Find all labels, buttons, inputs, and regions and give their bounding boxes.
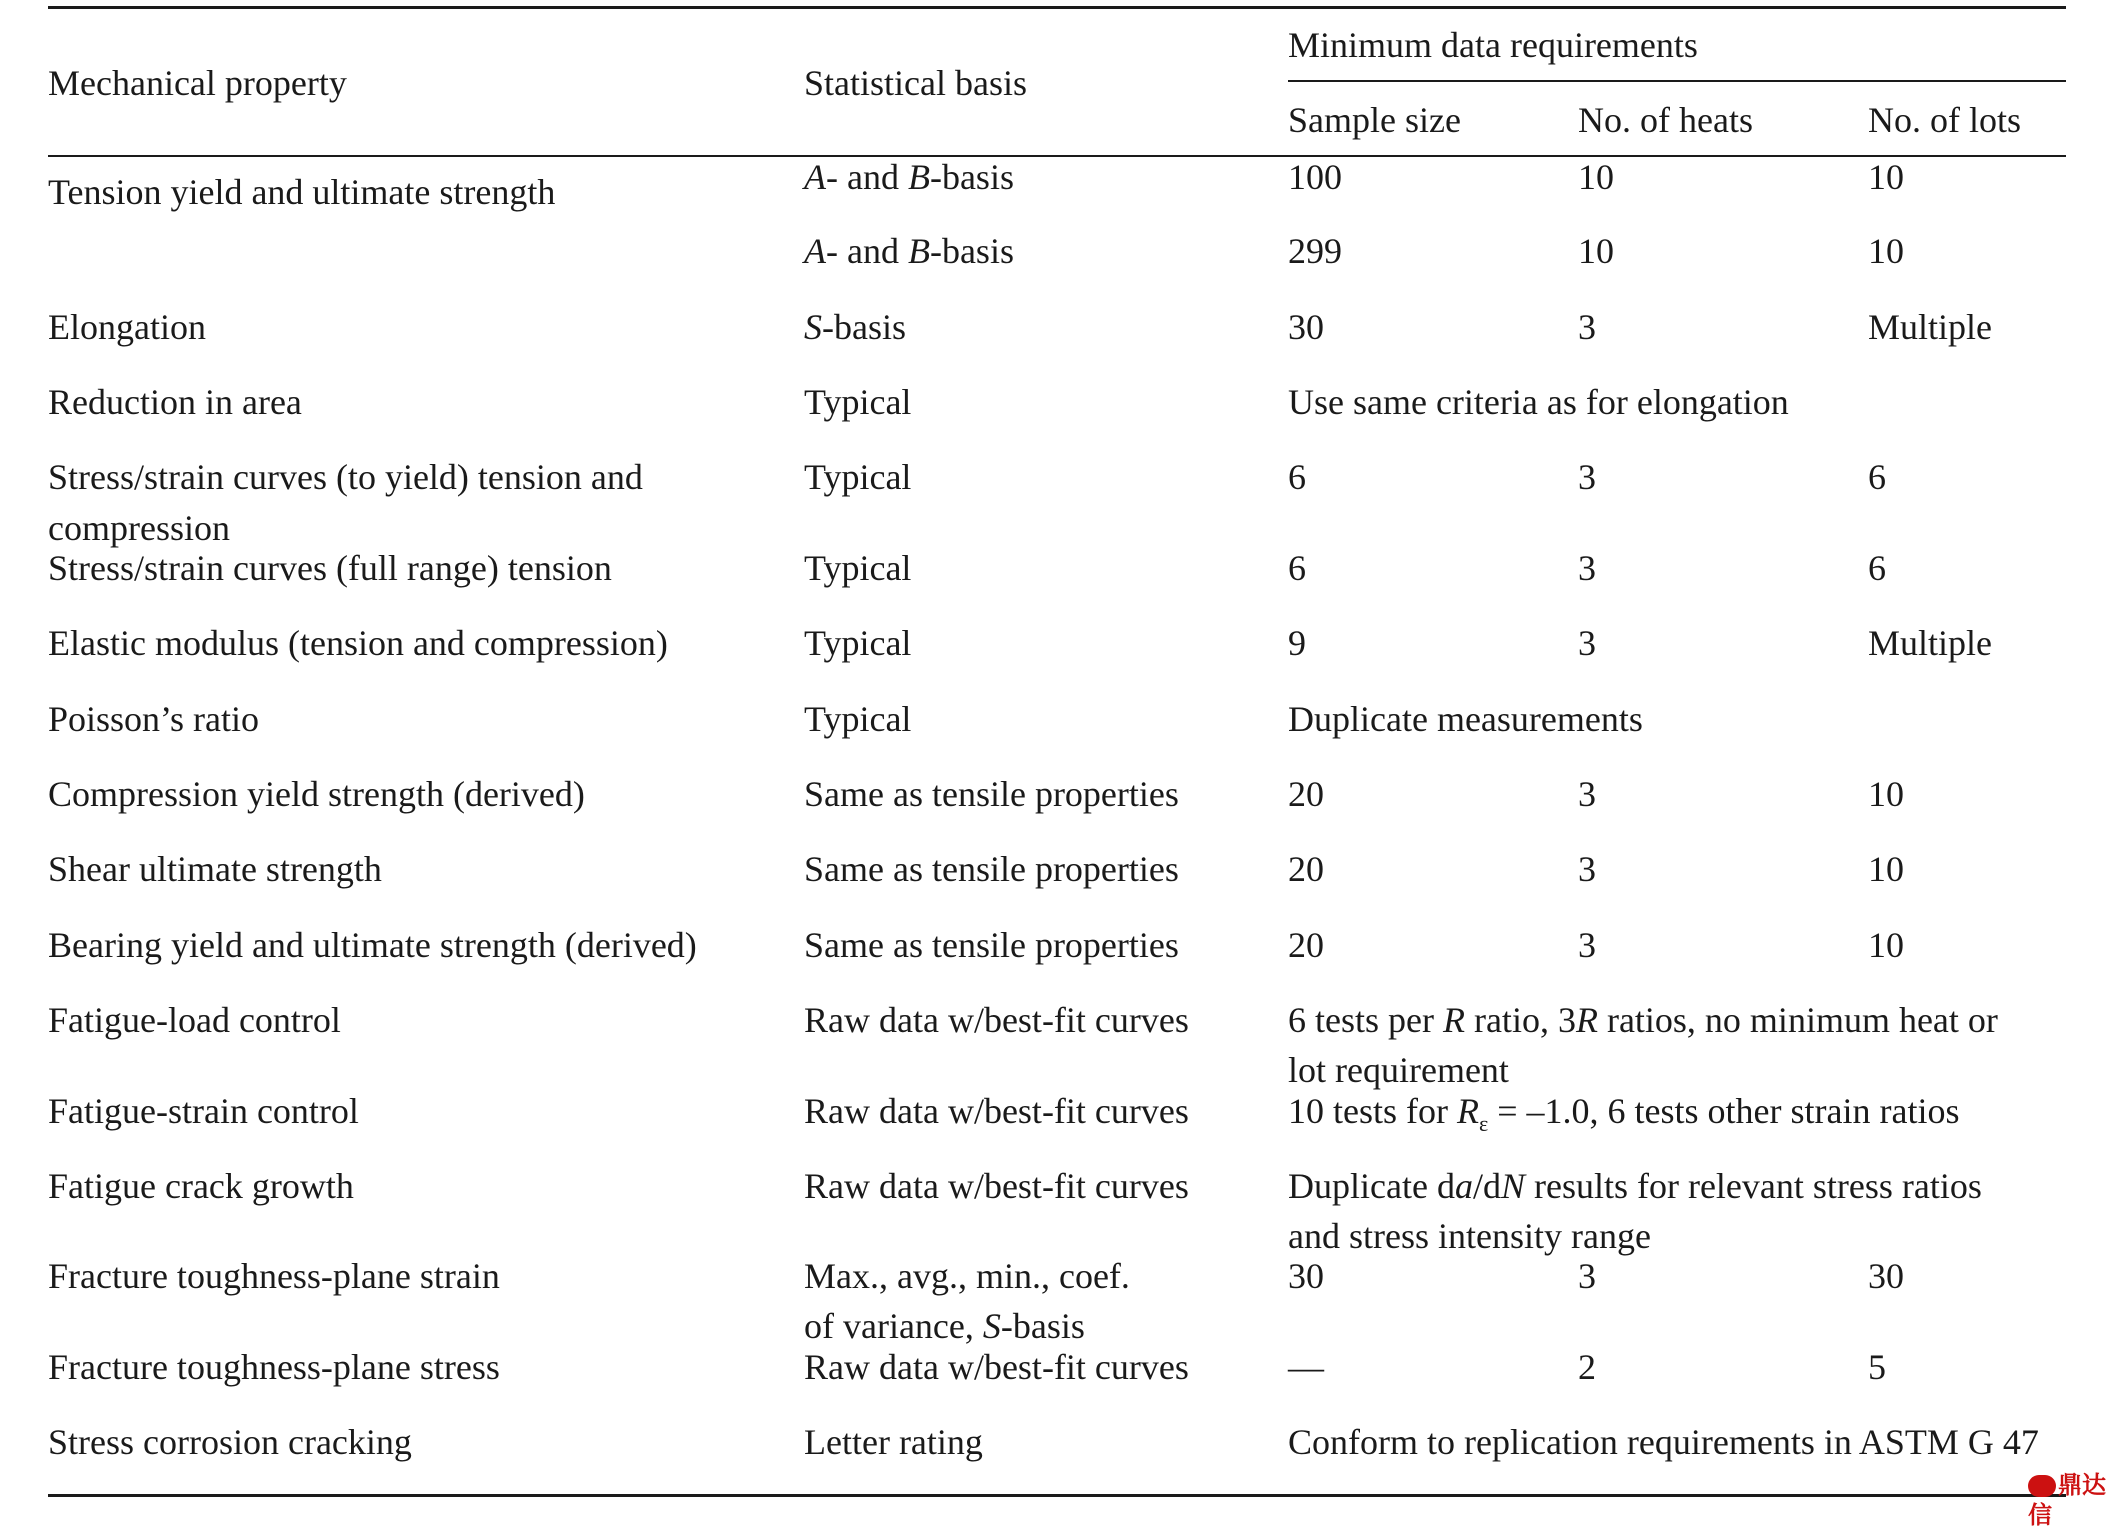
row-basis: Raw data w/best-fit curves	[804, 1000, 1189, 1040]
row-spanning-requirement	[1288, 1086, 1959, 1136]
row-lots: 10	[1868, 925, 1904, 965]
row-heats: 10	[1578, 231, 1614, 271]
span-text: /d	[1472, 1166, 1501, 1206]
row-basis: Typical	[804, 548, 912, 588]
row-property: Elastic modulus (tension and compression)	[48, 623, 668, 663]
watermark-text: 鼎达信	[2028, 1471, 2106, 1529]
row-spanning-requirement	[1288, 995, 1998, 1045]
row-lots: 10	[1868, 231, 1904, 271]
row-property: Fatigue-load control	[48, 1000, 341, 1040]
row-lots: 6	[1868, 457, 1886, 497]
row-heats: 3	[1578, 457, 1596, 497]
row-property: Poisson’s ratio	[48, 699, 260, 739]
row-property: Fatigue crack growth	[48, 1166, 354, 1206]
top-rule	[48, 6, 2066, 9]
row-lots: Multiple	[1868, 307, 1992, 347]
row-sample-size: 299	[1288, 231, 1342, 271]
row-lots: 6	[1868, 548, 1886, 588]
span-text: ratio, 3	[1464, 1000, 1576, 1040]
row-heats: 3	[1578, 307, 1596, 347]
row-basis: Same as tensile properties	[804, 774, 1179, 814]
row-basis: Typical	[804, 623, 912, 663]
row-sample-size: 20	[1288, 849, 1324, 889]
row-spanning-requirement	[1288, 1161, 1982, 1211]
basis-italic: B	[907, 157, 930, 197]
row-basis: Same as tensile properties	[804, 849, 1179, 889]
row-basis: Typical	[804, 699, 912, 739]
row-property: Stress corrosion cracking	[48, 1422, 412, 1462]
row-property-line2: compression	[48, 508, 230, 548]
basis-text: -basis	[929, 231, 1014, 271]
row-property: Shear ultimate strength	[48, 849, 382, 889]
span-text: ratios, no minimum heat or	[1597, 1000, 1998, 1040]
basis-text: -basis	[1000, 1306, 1085, 1346]
basis-italic: B	[907, 231, 930, 271]
span-text: results for relevant stress ratios	[1524, 1166, 1982, 1206]
row-property: Compression yield strength (derived)	[48, 774, 585, 814]
row-spanning-requirement: Use same criteria as for elongation	[1288, 382, 1789, 422]
row-property: Tension yield and ultimate strength	[48, 172, 556, 212]
basis-text: - and	[826, 157, 908, 197]
row-property: Bearing yield and ultimate strength (derived)	[48, 925, 697, 965]
span-italic: a	[1454, 1166, 1473, 1206]
row-property: Fatigue-strain control	[48, 1091, 359, 1131]
row-sample-size: 20	[1288, 774, 1324, 814]
header-rule	[48, 155, 2066, 157]
row-heats: 3	[1578, 774, 1596, 814]
row-lots: 10	[1868, 849, 1904, 889]
row-basis: Letter rating	[804, 1422, 983, 1462]
group-rule	[1288, 80, 2066, 82]
row-basis	[804, 152, 1014, 202]
basis-italic: A	[804, 231, 826, 271]
row-sample-size: 6	[1288, 457, 1306, 497]
span-italic: R	[1456, 1091, 1479, 1131]
row-sample-size: 9	[1288, 623, 1306, 663]
row-heats: 3	[1578, 548, 1596, 588]
row-sample-size: 30	[1288, 307, 1324, 347]
row-property: Stress/strain curves (to yield) tension and	[48, 457, 643, 497]
span-text: Duplicate d	[1288, 1166, 1455, 1206]
header-minimum-data-requirements: Minimum data requirements	[1288, 25, 1698, 65]
row-basis: Raw data w/best-fit curves	[804, 1166, 1189, 1206]
row-basis: Typical	[804, 382, 912, 422]
bottom-rule	[48, 1494, 2066, 1497]
row-property: Fracture toughness-plane strain	[48, 1256, 500, 1296]
row-heats: 3	[1578, 849, 1596, 889]
basis-italic: S	[804, 307, 822, 347]
row-heats: 3	[1578, 623, 1596, 663]
row-lots: 10	[1868, 157, 1904, 197]
row-basis: Max., avg., min., coef.	[804, 1256, 1130, 1296]
header-no-of-heats: No. of heats	[1578, 100, 1753, 140]
row-basis: Raw data w/best-fit curves	[804, 1347, 1189, 1387]
row-spanning-requirement-line2: lot requirement	[1288, 1050, 1509, 1090]
basis-text: of variance,	[804, 1306, 983, 1346]
header-mechanical-property: Mechanical property	[48, 63, 347, 103]
basis-text: - and	[826, 231, 908, 271]
row-basis: Raw data w/best-fit curves	[804, 1091, 1189, 1131]
watermark	[2028, 1470, 2123, 1530]
row-lots: Multiple	[1868, 623, 1992, 663]
basis-text: -basis	[929, 157, 1014, 197]
span-text: = –1.0, 6 tests other strain ratios	[1488, 1091, 1960, 1131]
span-text: 10 tests for	[1288, 1091, 1457, 1131]
span-text: 6 tests per	[1288, 1000, 1443, 1040]
row-lots: 5	[1868, 1347, 1886, 1387]
row-sample-size: 20	[1288, 925, 1324, 965]
row-heats: 2	[1578, 1347, 1596, 1387]
header-statistical-basis: Statistical basis	[804, 63, 1027, 103]
watermark-logo-icon	[2028, 1475, 2056, 1497]
row-lots: 30	[1868, 1256, 1904, 1296]
basis-italic: S	[982, 1306, 1001, 1346]
row-property: Fracture toughness-plane stress	[48, 1347, 500, 1387]
row-property: Reduction in area	[48, 382, 302, 422]
row-basis	[804, 302, 906, 352]
row-sample-size: 100	[1288, 157, 1342, 197]
row-sample-size: 30	[1288, 1256, 1324, 1296]
row-spanning-requirement-line2: and stress intensity range	[1288, 1216, 1651, 1256]
row-spanning-requirement: Conform to replication requirements in ASTM G 47	[1288, 1422, 2039, 1462]
row-lots: 10	[1868, 774, 1904, 814]
row-sample-size: 6	[1288, 548, 1306, 588]
header-sample-size: Sample size	[1288, 100, 1461, 140]
span-italic: N	[1500, 1166, 1525, 1206]
row-basis	[804, 226, 1014, 276]
row-basis: Typical	[804, 457, 912, 497]
row-heats: 3	[1578, 1256, 1596, 1296]
span-italic: R	[1575, 1000, 1598, 1040]
row-basis: Same as tensile properties	[804, 925, 1179, 965]
row-sample-size: —	[1288, 1347, 1324, 1387]
basis-italic: A	[804, 157, 826, 197]
span-subscript: ε	[1478, 1111, 1489, 1137]
row-heats: 10	[1578, 157, 1614, 197]
row-property: Elongation	[48, 307, 206, 347]
row-spanning-requirement: Duplicate measurements	[1288, 699, 1643, 739]
basis-text: -basis	[822, 307, 906, 347]
span-italic: R	[1442, 1000, 1465, 1040]
row-heats: 3	[1578, 925, 1596, 965]
row-property: Stress/strain curves (full range) tension	[48, 548, 612, 588]
header-no-of-lots: No. of lots	[1868, 100, 2021, 140]
